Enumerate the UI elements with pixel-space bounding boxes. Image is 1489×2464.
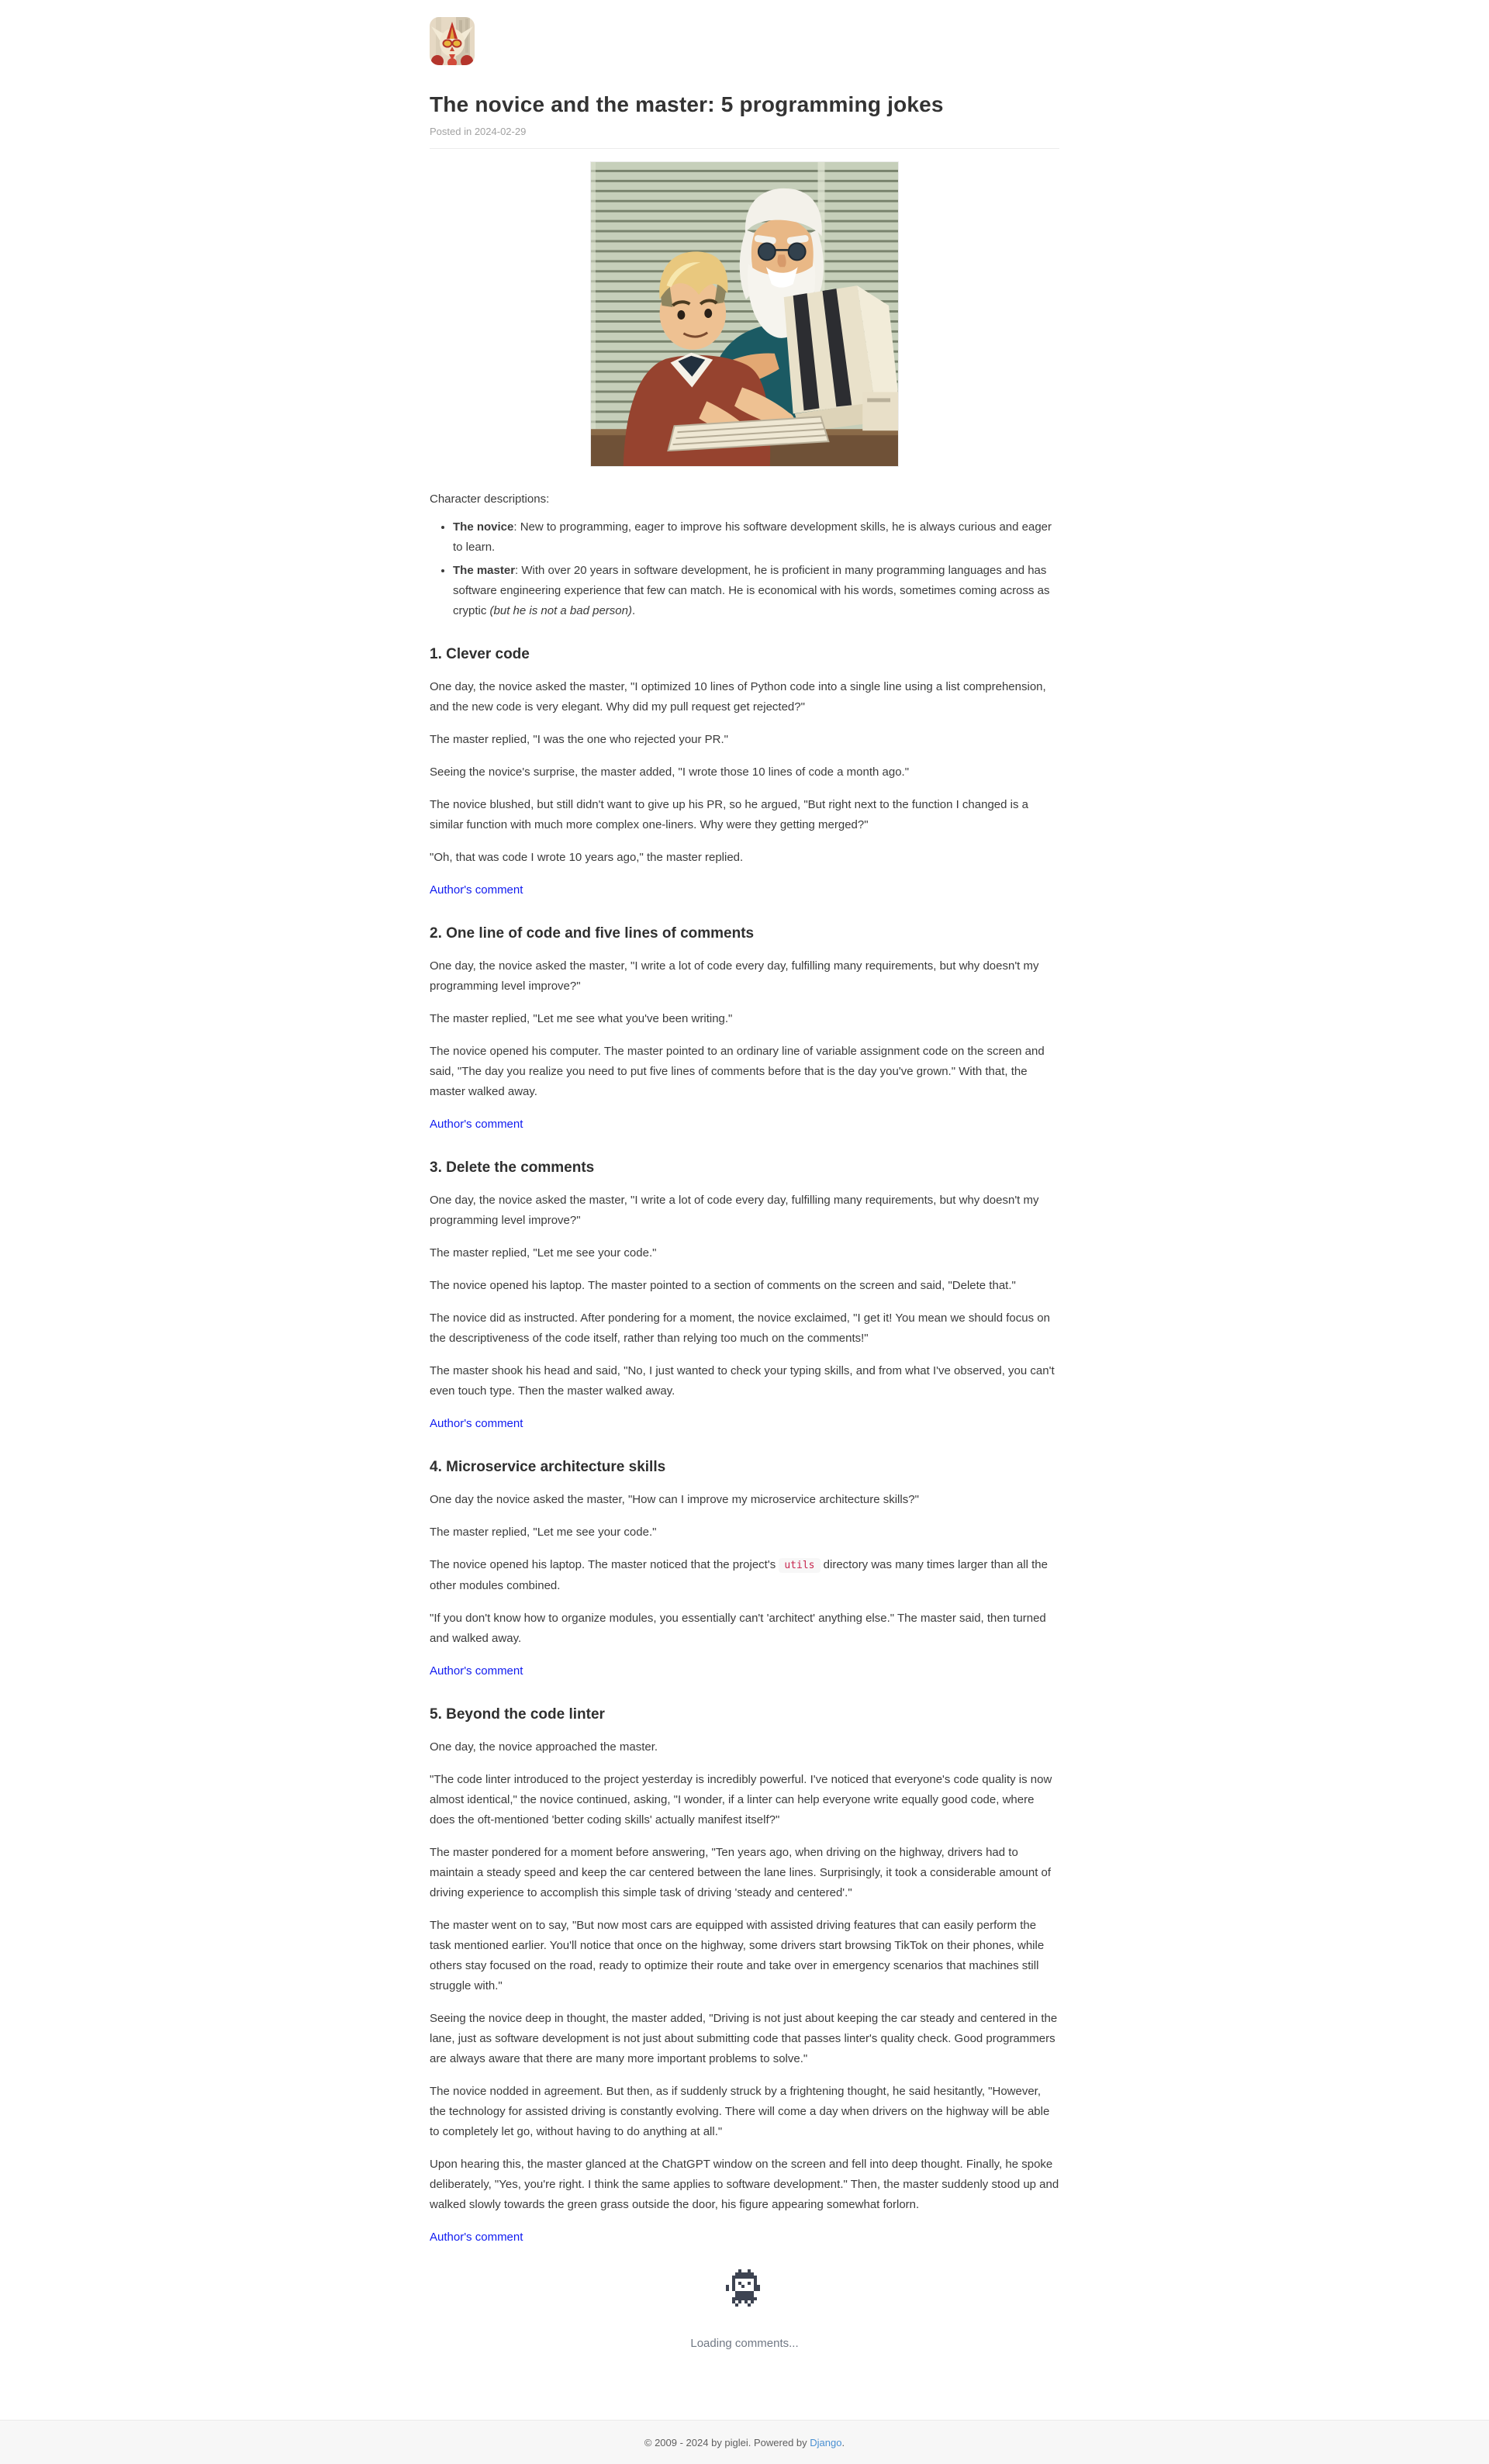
inline-code: utils xyxy=(779,1558,820,1573)
django-link[interactable]: Django xyxy=(810,2436,842,2448)
paragraph: The novice opened his laptop. The master noticed that the project's utils directory was many times larger than all the other modules combined. xyxy=(430,1558,1048,1592)
divider xyxy=(430,148,1059,149)
footer-text xyxy=(644,2437,845,2448)
paragraph: The master replied, "Let me see what you've been writing." xyxy=(430,1012,733,1025)
paragraph: The novice opened his computer. The master pointed to an ordinary line of variable assignment code on the screen and said, "The day you realize you need to put five lines of comments before that is the day you've grown." With that, the master walked away. xyxy=(430,1045,1045,1098)
paragraph: The novice nodded in agreement. But then, as if suddenly struck by a frightening thought, he said hesitantly, "However, the technology for assisted driving is constantly evolving. There will come a day when drivers on the highway will be able to completely let go, without having to do anything at all." xyxy=(430,2085,1050,2138)
article-illustration xyxy=(430,161,1059,471)
paragraph: One day, the novice asked the master, "I write a lot of code every day, fulfilling many requirements, but why doesn't my programming level improve?" xyxy=(430,1194,1039,1227)
article-sections xyxy=(430,645,1059,2248)
paragraph: Upon hearing this, the master glanced at the ChatGPT window on the screen and fell into deep thought. Finally, he spoke deliberately, "Yes, you're right. I think the same applies to software development." Then, the master suddenly stood up and walked slowly towards the green grass outside the door, his figure appearing somewhat forlorn. xyxy=(430,2158,1059,2211)
authors-comment-link[interactable]: Author's comment xyxy=(430,2231,523,2244)
italic-text: (but he is not a bad person) xyxy=(489,604,632,617)
paragraph: Seeing the novice deep in thought, the master added, "Driving is not just about keeping the car steady and centered in the lane, just as software development is not just about submitting code that passes linter's quality check. Good programmers are always aware that there are many more important problems to solve." xyxy=(430,2012,1058,2065)
post-container xyxy=(430,0,1059,2395)
robot-logo-icon xyxy=(430,17,475,65)
paragraph: The novice blushed, but still didn't want to give up his PR, so he argued, "But right next to the function I changed is a similar function with much more complex one-liners. Why were they getting merged?" xyxy=(430,798,1028,831)
section-heading: 4. Microservice architecture skills xyxy=(430,1459,666,1475)
paragraph: One day, the novice approached the master. xyxy=(430,1740,658,1754)
authors-comment-row xyxy=(430,880,1059,900)
authors-comment-link[interactable]: Author's comment xyxy=(430,1664,523,1678)
authors-comment-row xyxy=(430,2227,1059,2248)
paragraph: Seeing the novice's surprise, the master added, "I wrote those 10 lines of code a month ago." xyxy=(430,765,910,779)
paragraph: The master shook his head and said, "No, I just wanted to check your typing skills, and from what I've observed, you can't even touch type. Then the master walked away. xyxy=(430,1364,1055,1398)
section-heading: 3. Delete the comments xyxy=(430,1159,595,1176)
site-logo[interactable] xyxy=(430,17,475,65)
bold-text: The master xyxy=(453,564,516,577)
paragraph: The master pondered for a moment before answering, "Ten years ago, when driving on the highway, drivers had to maintain a steady speed and keep the car centered between the lane lines. Surprisingly, it took a considerable amount of driving experience to accomplish this simple task of driving 'steady and centered'." xyxy=(430,1846,1052,1899)
paragraph: "Oh, that was code I wrote 10 years ago," the master replied. xyxy=(430,851,744,864)
character-list xyxy=(430,517,1059,621)
section-heading: 5. Beyond the code linter xyxy=(430,1706,605,1723)
post-title: The novice and the master: 5 programming jokes xyxy=(430,92,944,116)
paragraph: One day, the novice asked the master, "I optimized 10 lines of Python code into a single line using a list comprehension, and the new code is very elegant. Why did my pull request get rejected?" xyxy=(430,680,1046,714)
authors-comment-row xyxy=(430,1661,1059,1681)
paragraph: "The code linter introduced to the project yesterday is incredibly powerful. I've noticed that everyone's code quality is now almost identical," the novice continued, asking, "I wonder, if a linter can help everyone write equally good code, where does the oft-mentioned 'better coding skills' actually manifest itself?" xyxy=(430,1773,1052,1826)
paragraph: The master went on to say, "But now most cars are equipped with assisted driving features that can easily perform the task mentioned earlier. You'll notice that once on the highway, some drivers start browsing TikTok on their phones, while others stay focused on the road, ready to optimize their route and take over in emergency scenarios that machines still struggle with." xyxy=(430,1919,1045,1992)
paragraph: The novice opened his laptop. The master pointed to a section of comments on the screen and said, "Delete that." xyxy=(430,1279,1016,1292)
comments-loading-text: Loading comments... xyxy=(690,2337,799,2350)
paragraph: The novice did as instructed. After pondering for a moment, the novice exclaimed, "I get it! You mean we should focus on the descriptiveness of the code itself, rather than relying too much on the comments!" xyxy=(430,1311,1050,1345)
paragraph: The master replied, "I was the one who rejected your PR." xyxy=(430,733,728,746)
paragraph: One day the novice asked the master, "How can I improve my microservice architecture skills?" xyxy=(430,1493,919,1506)
section-heading: 2. One line of code and five lines of comments xyxy=(430,925,755,942)
character-descriptions-label: Character descriptions: xyxy=(430,492,550,506)
footer xyxy=(0,2420,1489,2464)
footer-suffix: . xyxy=(841,2436,845,2448)
authors-comment-link[interactable]: Author's comment xyxy=(430,1118,523,1131)
section-heading: 1. Clever code xyxy=(430,646,530,662)
paragraph: One day, the novice asked the master, "I write a lot of code every day, fulfilling many requirements, but why doesn't my programming level improve?" xyxy=(430,959,1039,993)
character-list-item: • The master: With over 20 years in software development, he is proficient in many programming languages and has software engineering experience that few can match. He is economical with his words, sometimes coming across as cryptic (but he is not a bad person). xyxy=(453,561,1059,621)
comments-widget xyxy=(430,2269,1059,2395)
paragraph: The master replied, "Let me see your code." xyxy=(430,1526,657,1539)
authors-comment-link[interactable]: Author's comment xyxy=(430,1417,523,1430)
character-list-item: • The novice: New to programming, eager to improve his software development skills, he is always curious and eager to learn. xyxy=(453,517,1059,558)
authors-comment-link[interactable]: Author's comment xyxy=(430,883,523,897)
comments-mascot-icon xyxy=(726,2269,763,2310)
paragraph: The master replied, "Let me see your code." xyxy=(430,1246,657,1260)
post-date: Posted in 2024-02-29 xyxy=(430,126,527,137)
authors-comment-row xyxy=(430,1115,1059,1135)
paragraph: "If you don't know how to organize modules, you essentially can't 'architect' anything else." The master said, then turned and walked away. xyxy=(430,1612,1046,1645)
bold-text: The novice xyxy=(453,520,514,534)
authors-comment-row xyxy=(430,1414,1059,1434)
copyright-text: © 2009 - 2024 by piglei. Powered by xyxy=(644,2436,810,2448)
